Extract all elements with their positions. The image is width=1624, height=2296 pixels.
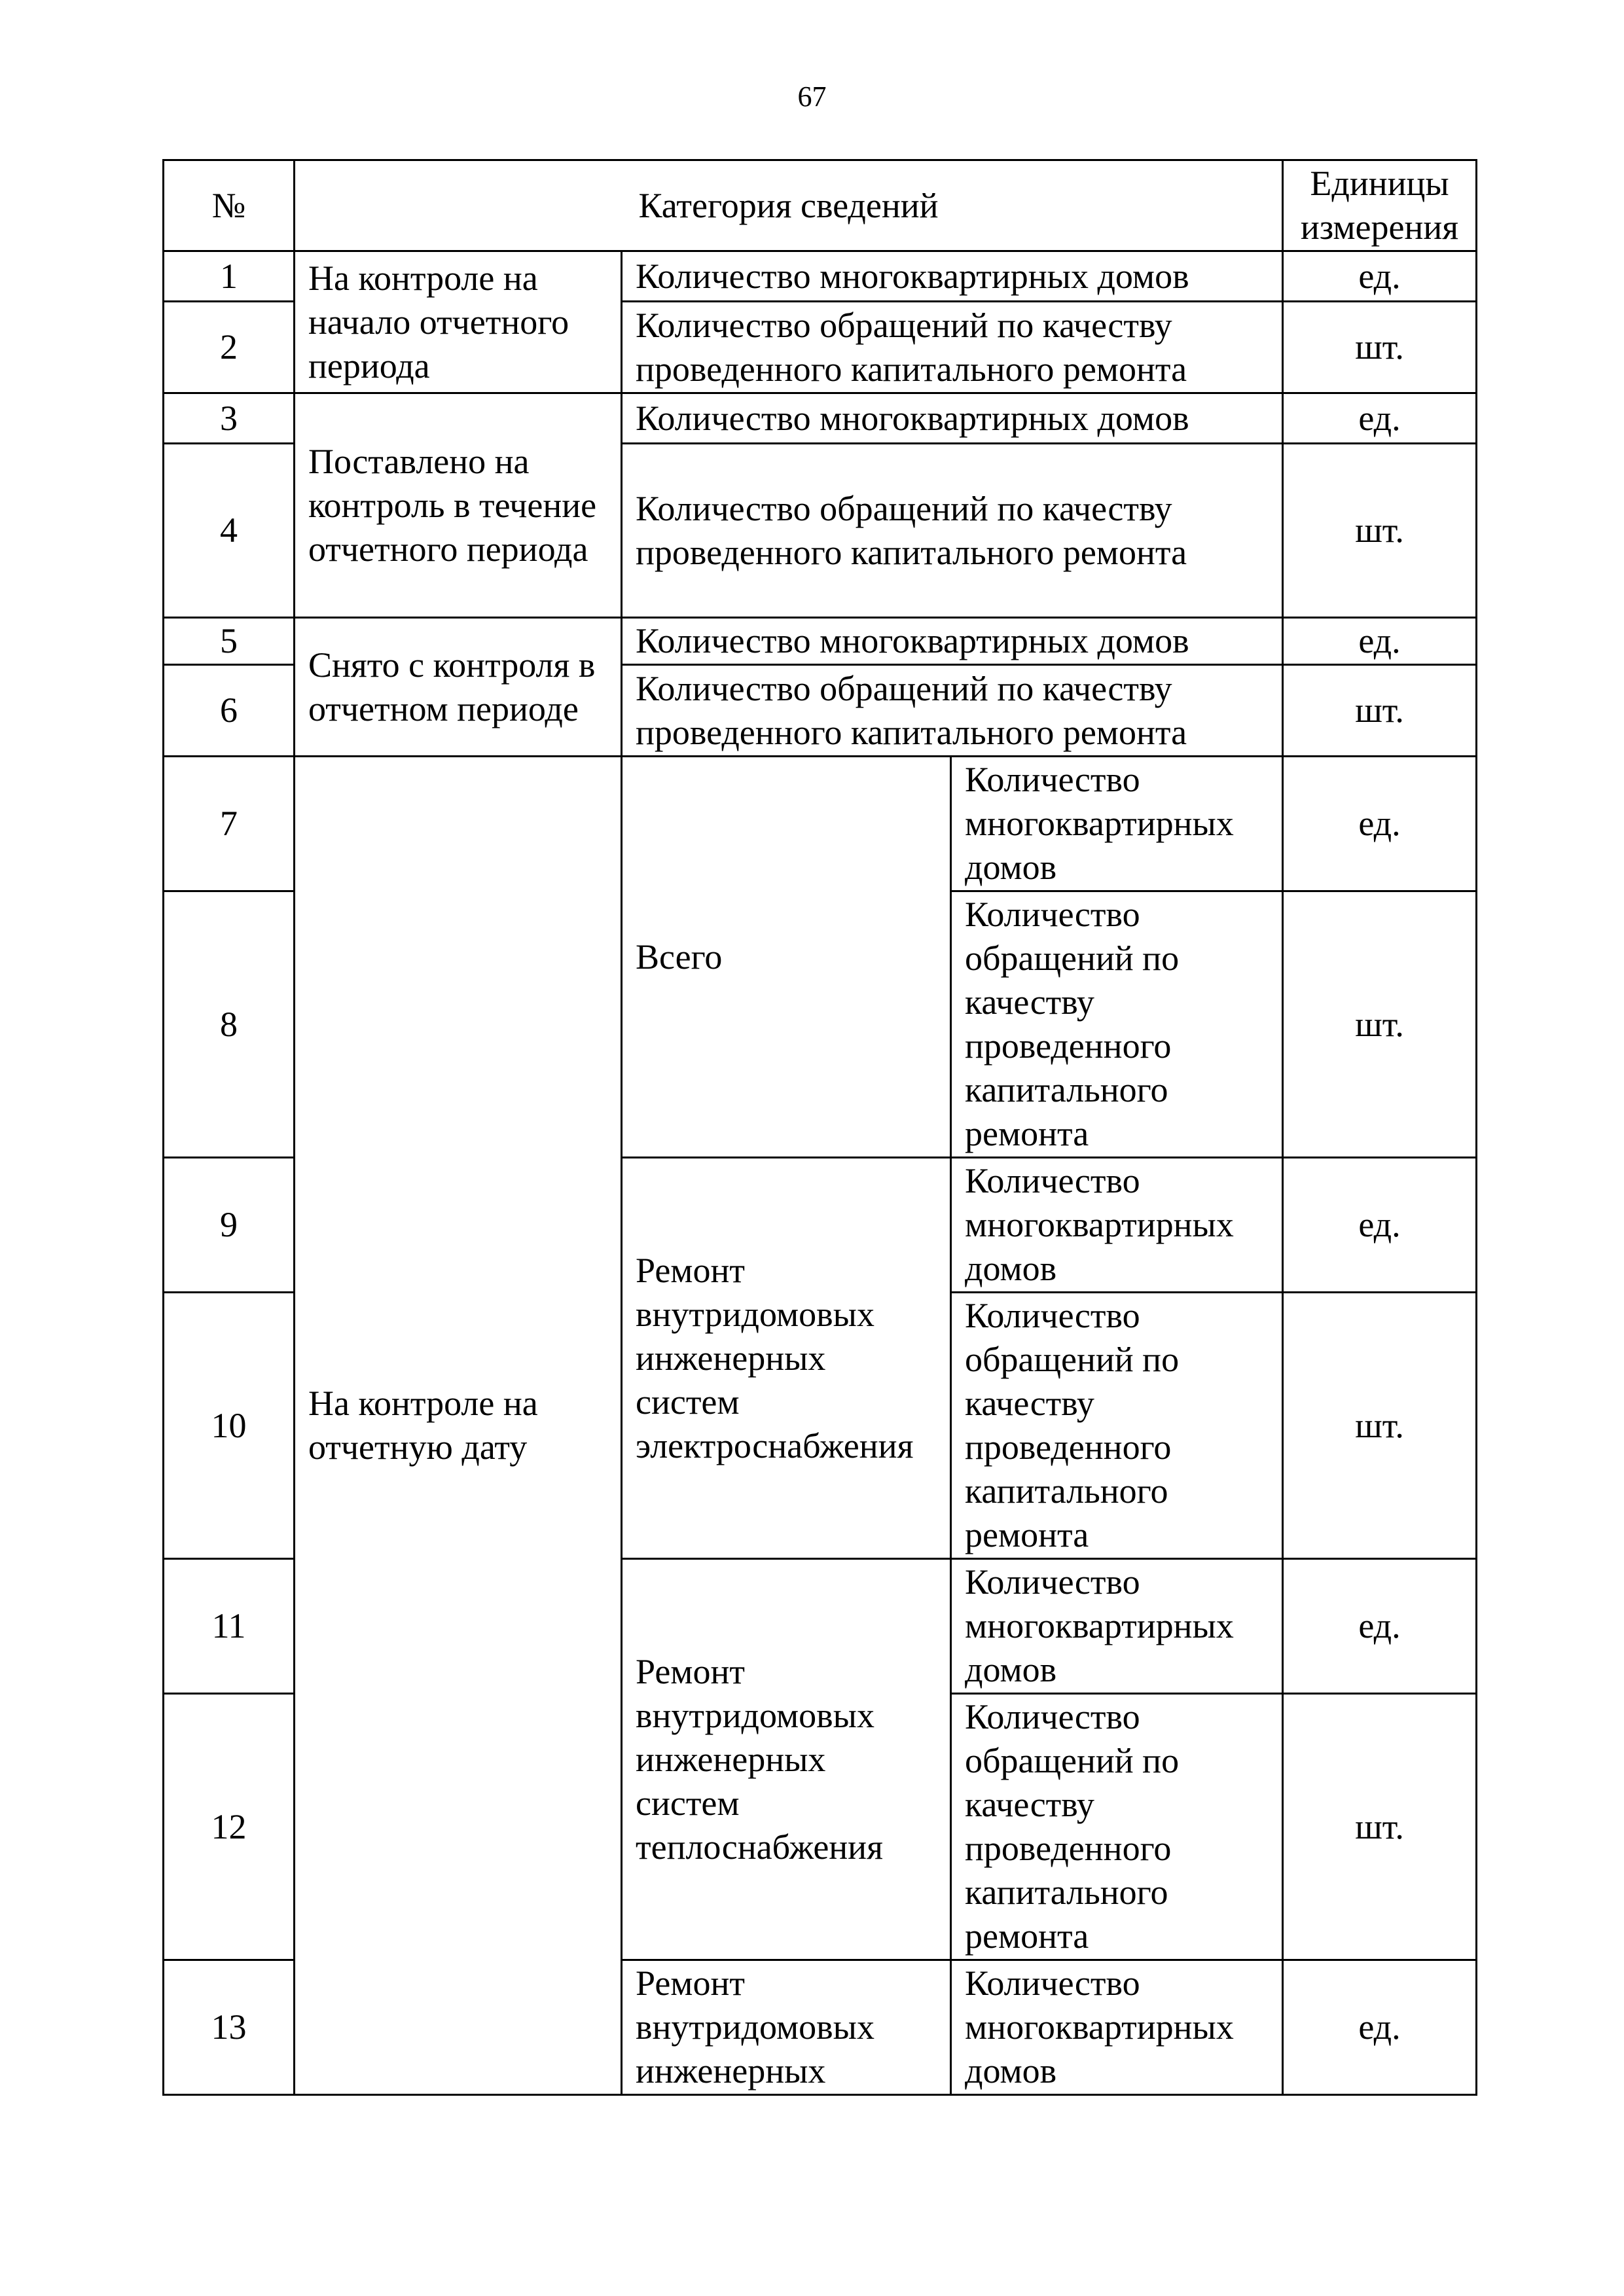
indicator-text: Количество обращений по качеству проведенного капитального ремонта bbox=[622, 665, 1283, 757]
indicator-text: Количество обращений по качеству проведенного капитального ремонта bbox=[951, 891, 1283, 1158]
group-label: Поставлено на контроль в течение отчетного периода bbox=[295, 393, 622, 618]
row-number: 3 bbox=[164, 393, 295, 444]
row-number: 9 bbox=[164, 1158, 295, 1293]
unit-cell: ед. bbox=[1283, 1559, 1477, 1694]
indicator-text: Количество многоквартирных домов bbox=[951, 757, 1283, 891]
unit-cell: ед. bbox=[1283, 251, 1477, 302]
unit-cell: ед. bbox=[1283, 618, 1477, 665]
unit-cell: шт. bbox=[1283, 1293, 1477, 1559]
indicator-text: Количество многоквартирных домов bbox=[951, 1960, 1283, 2095]
unit-cell: ед. bbox=[1283, 757, 1477, 891]
indicator-text: Количество многоквартирных домов bbox=[622, 251, 1283, 302]
unit-cell: шт. bbox=[1283, 891, 1477, 1158]
subgroup-label: Всего bbox=[622, 757, 951, 1158]
indicator-text: Количество многоквартирных домов bbox=[951, 1158, 1283, 1293]
indicator-text: Количество многоквартирных домов bbox=[951, 1559, 1283, 1694]
unit-cell: шт. bbox=[1283, 444, 1477, 618]
indicator-text: Количество обращений по качеству проведенного капитального ремонта bbox=[622, 302, 1283, 393]
indicator-text: Количество обращений по качеству проведенного капитального ремонта bbox=[622, 444, 1283, 618]
header-category: Категория сведений bbox=[295, 160, 1283, 251]
row-number: 4 bbox=[164, 444, 295, 618]
unit-cell: ед. bbox=[1283, 1960, 1477, 2095]
unit-cell: шт. bbox=[1283, 665, 1477, 757]
table-row bbox=[164, 757, 1477, 891]
unit-cell: шт. bbox=[1283, 302, 1477, 393]
row-number: 1 bbox=[164, 251, 295, 302]
row-number: 8 bbox=[164, 891, 295, 1158]
indicator-text: Количество обращений по качеству проведенного капитального ремонта bbox=[951, 1694, 1283, 1960]
table-header-row bbox=[164, 160, 1477, 251]
row-number: 13 bbox=[164, 1960, 295, 2095]
group-label: На контроле на начало отчетного периода bbox=[295, 251, 622, 393]
subgroup-label: Ремонт внутридомовых инженерных bbox=[622, 1960, 951, 2095]
header-num: № bbox=[164, 160, 295, 251]
group-label: На контроле на отчетную дату bbox=[295, 757, 622, 2095]
row-number: 12 bbox=[164, 1694, 295, 1960]
report-table bbox=[162, 159, 1477, 2096]
indicator-text: Количество многоквартирных домов bbox=[622, 618, 1283, 665]
row-number: 5 bbox=[164, 618, 295, 665]
unit-cell: ед. bbox=[1283, 393, 1477, 444]
group-label: Снято с контроля в отчетном периоде bbox=[295, 618, 622, 757]
row-number: 10 bbox=[164, 1293, 295, 1559]
table-row bbox=[164, 618, 1477, 665]
row-number: 7 bbox=[164, 757, 295, 891]
row-number: 11 bbox=[164, 1559, 295, 1694]
subgroup-label: Ремонт внутридомовых инженерных систем теплоснабжения bbox=[622, 1559, 951, 1960]
indicator-text: Количество обращений по качеству проведенного капитального ремонта bbox=[951, 1293, 1283, 1559]
page-number: 67 bbox=[797, 81, 827, 113]
table-row bbox=[164, 251, 1477, 302]
header-units: Единицы измерения bbox=[1283, 160, 1477, 251]
indicator-text: Количество многоквартирных домов bbox=[622, 393, 1283, 444]
table-row bbox=[164, 393, 1477, 444]
subgroup-label: Ремонт внутридомовых инженерных систем электроснабжения bbox=[622, 1158, 951, 1559]
unit-cell: ед. bbox=[1283, 1158, 1477, 1293]
row-number: 6 bbox=[164, 665, 295, 757]
unit-cell: шт. bbox=[1283, 1694, 1477, 1960]
row-number: 2 bbox=[164, 302, 295, 393]
